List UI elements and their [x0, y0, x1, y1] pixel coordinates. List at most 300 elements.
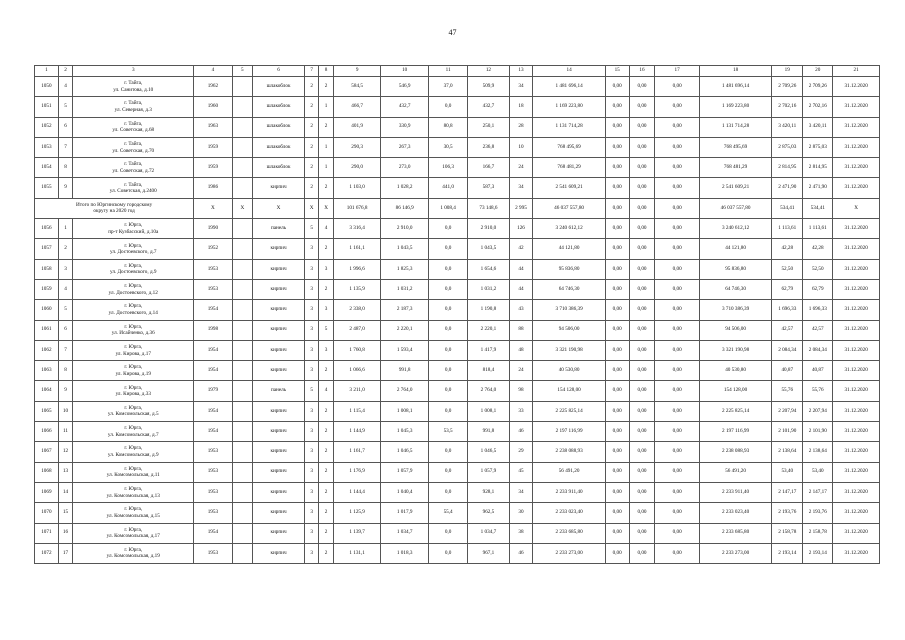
total-label-line-2: округу на 2020 год — [93, 208, 135, 215]
address-street: ул. Комсомольская, д.13 — [106, 492, 160, 499]
cell-col-20: 62,79 — [803, 279, 833, 299]
cell-col-20: 1 696,33 — [803, 300, 833, 320]
column-header: 20 — [803, 66, 833, 77]
cell-col-8: 2 — [319, 401, 333, 421]
cell-record-number: 1068 — [35, 462, 59, 482]
cell-col-15: 0,00 — [605, 300, 629, 320]
address-street: ул. Советская, д.68 — [112, 127, 155, 134]
cell-col-20: 2 193,14 — [803, 543, 833, 563]
address-city: г. Юрга, — [124, 526, 143, 533]
cell-col-9: 2 487,0 — [333, 320, 381, 340]
cell-col-21: 31.12.2020 — [833, 381, 880, 401]
cell-address — [73, 381, 194, 401]
cell-col-21: 31.12.2020 — [833, 97, 880, 117]
address-city: г. Юрга, — [124, 222, 143, 229]
cell-col-13: 24 — [509, 158, 533, 178]
cell-col-10: 273,0 — [381, 158, 429, 178]
cell-col-21: 31.12.2020 — [833, 77, 880, 97]
cell-ordinal: 3 — [58, 259, 72, 279]
column-header: 19 — [772, 66, 803, 77]
cell-col-8: 2 — [319, 239, 333, 259]
table-row — [35, 259, 880, 279]
cell-col-16: 0,00 — [629, 503, 655, 523]
cell-col-17: 0,00 — [655, 300, 699, 320]
cell-col-13: 28 — [509, 117, 533, 137]
cell-col-15: 0,00 — [605, 381, 629, 401]
cell-col-7: 3 — [304, 543, 318, 563]
cell-col-15: 0,00 — [605, 482, 629, 502]
cell-col-4: 1962 — [194, 77, 232, 97]
cell-ordinal: 7 — [58, 340, 72, 360]
cell-col-11: 53,5 — [428, 422, 467, 442]
cell-col-8: 2 — [319, 523, 333, 543]
column-header: 2 — [58, 66, 72, 77]
cell-col-6: кирпич — [253, 422, 305, 442]
cell-col-20: 2 158,78 — [803, 523, 833, 543]
cell-ordinal: 4 — [58, 77, 72, 97]
column-header: 11 — [428, 66, 467, 77]
cell-col-18: 1 131 714,28 — [699, 117, 771, 137]
cell-col-7: 5 — [304, 381, 318, 401]
cell-col-8: 2 — [319, 178, 333, 198]
cell-ordinal: 12 — [58, 442, 72, 462]
address-city: г. Тайга, — [124, 120, 143, 127]
cell-col-5 — [232, 543, 253, 563]
cell-col-14: 2 197 116,99 — [533, 422, 605, 442]
cell-col-15: 0,00 — [605, 97, 629, 117]
column-header: 14 — [533, 66, 605, 77]
cell-record-number: 1062 — [35, 340, 59, 360]
cell-col-20: 42,57 — [803, 320, 833, 340]
cell-col-20: 2 471,90 — [803, 178, 833, 198]
cell-col-19: 3 420,11 — [772, 117, 803, 137]
table-row — [35, 97, 880, 117]
cell-ordinal: 14 — [58, 482, 72, 502]
cell-col-17: 0,00 — [655, 259, 699, 279]
cell-col-14: 2 233 685,80 — [533, 523, 605, 543]
address-city: г. Тайга, — [124, 181, 143, 188]
cell-col-13: 45 — [509, 462, 533, 482]
cell-col-7: 3 — [304, 340, 318, 360]
cell-col-11: 441,0 — [428, 178, 467, 198]
address-city: г. Юрга, — [124, 546, 143, 553]
address-street: ул. Советская, д.2400 — [109, 188, 157, 195]
cell-col-20: 2 193,76 — [803, 503, 833, 523]
cell-col-10: 1 028,2 — [381, 178, 429, 198]
cell-col-19: 42,28 — [772, 239, 803, 259]
cell-col-20: 1 113,61 — [803, 219, 833, 239]
cell-col-11: 30,5 — [428, 137, 467, 157]
cell-address — [73, 482, 194, 502]
cell-col-17: 0,00 — [655, 117, 699, 137]
cell-col-11: 0,0 — [428, 97, 467, 117]
cell-col-5 — [232, 523, 253, 543]
cell-col-18: 2 225 825,14 — [699, 401, 771, 421]
cell-col-14: 3 240 612,12 — [533, 219, 605, 239]
cell-col-13: 33 — [509, 401, 533, 421]
cell-col-11: 0,0 — [428, 523, 467, 543]
address-city: г. Юрга, — [124, 445, 143, 452]
cell-col-19: 2 193,76 — [772, 503, 803, 523]
cell-ordinal: 17 — [58, 543, 72, 563]
cell-col-17: 0,00 — [655, 97, 699, 117]
cell-col-17: 0,00 — [655, 219, 699, 239]
table-body — [35, 77, 880, 564]
cell-col-9: 1 176,9 — [333, 462, 381, 482]
cell-ordinal: 11 — [58, 422, 72, 442]
cell-col-6: кирпич — [253, 300, 305, 320]
cell-address — [73, 279, 194, 299]
cell-col-9: 1 066,6 — [333, 361, 381, 381]
cell-record-number: 1067 — [35, 442, 59, 462]
cell-col-4: 1953 — [194, 259, 232, 279]
cell-ordinal: 5 — [58, 300, 72, 320]
cell-col-12: 967,1 — [468, 543, 509, 563]
address-city: г. Юрга, — [124, 283, 143, 290]
cell-col-13: 38 — [509, 523, 533, 543]
address-street: ул. Комсомольская, д.17 — [106, 533, 160, 540]
cell-record-number: 1058 — [35, 259, 59, 279]
cell-col-12: 432,7 — [468, 97, 509, 117]
cell-col-7: 3 — [304, 401, 318, 421]
address-city: г. Юрга, — [124, 242, 143, 249]
cell-address — [73, 77, 194, 97]
cell-col-10: 2 220,1 — [381, 320, 429, 340]
cell-record-number: 1065 — [35, 401, 59, 421]
cell-col-10: 1 031,2 — [381, 279, 429, 299]
cell-col-12: 250,1 — [468, 117, 509, 137]
cell-record-number: 1056 — [35, 219, 59, 239]
cell-col-15: 0,00 — [605, 442, 629, 462]
cell-col-9: 101 676,8 — [333, 198, 381, 218]
cell-col-9: 584,5 — [333, 77, 381, 97]
cell-col-14: 768 481,29 — [533, 158, 605, 178]
cell-col-12: 2 764,0 — [468, 381, 509, 401]
cell-col-19: 2 814,95 — [772, 158, 803, 178]
table-row — [35, 77, 880, 97]
cell-col-15: 0,00 — [605, 340, 629, 360]
cell-col-17: 0,00 — [655, 381, 699, 401]
cell-col-8: 4 — [319, 381, 333, 401]
cell-address — [73, 259, 194, 279]
table-row — [35, 117, 880, 137]
cell-col-12: 1 057,9 — [468, 462, 509, 482]
column-header: 13 — [509, 66, 533, 77]
table-row — [35, 462, 880, 482]
cell-col-11: 80,8 — [428, 117, 467, 137]
cell-col-18: 40 530,80 — [699, 361, 771, 381]
cell-col-17: 0,00 — [655, 77, 699, 97]
cell-address — [73, 401, 194, 421]
address-street: ул. Достоевского, д.7 — [109, 249, 157, 256]
cell-record-number: 1052 — [35, 117, 59, 137]
cell-col-20: 2 207,94 — [803, 401, 833, 421]
cell-col-4: 1979 — [194, 381, 232, 401]
cell-col-4: 1959 — [194, 158, 232, 178]
cell-col-16: 0,00 — [629, 97, 655, 117]
cell-col-7: 3 — [304, 482, 318, 502]
cell-col-5 — [232, 259, 253, 279]
cell-address — [73, 158, 194, 178]
cell-col-19: 2 193,14 — [772, 543, 803, 563]
cell-col-21: 31.12.2020 — [833, 137, 880, 157]
cell-col-21: 31.12.2020 — [833, 320, 880, 340]
cell-col-5 — [232, 158, 253, 178]
cell-col-9: 1 103,0 — [333, 178, 381, 198]
cell-col-13: 42 — [509, 239, 533, 259]
cell-ordinal: 10 — [58, 401, 72, 421]
cell-col-4: 1986 — [194, 178, 232, 198]
cell-col-16: 0,00 — [629, 300, 655, 320]
cell-col-17: 0,00 — [655, 198, 699, 218]
cell-col-12: 928,1 — [468, 482, 509, 502]
cell-col-11: 37,0 — [428, 77, 467, 97]
address-city: г. Юрга, — [124, 384, 143, 391]
column-header: 3 — [73, 66, 194, 77]
cell-address — [73, 239, 194, 259]
cell-col-11: 0,0 — [428, 482, 467, 502]
cell-address — [73, 523, 194, 543]
cell-col-13: 34 — [509, 178, 533, 198]
cell-col-6: кирпич — [253, 442, 305, 462]
table-header-row — [35, 66, 880, 77]
address-city: г. Тайга, — [124, 80, 143, 87]
column-header: 8 — [319, 66, 333, 77]
cell-col-12: 1 190,8 — [468, 300, 509, 320]
cell-col-17: 0,00 — [655, 523, 699, 543]
cell-col-6: X — [253, 198, 305, 218]
cell-col-16: 0,00 — [629, 462, 655, 482]
cell-col-11: 0,0 — [428, 340, 467, 360]
cell-col-14: 46 037 557,80 — [533, 198, 605, 218]
cell-col-8: 2 — [319, 482, 333, 502]
cell-col-13: 18 — [509, 97, 533, 117]
cell-col-5 — [232, 462, 253, 482]
cell-col-7: 3 — [304, 259, 318, 279]
column-header: 17 — [655, 66, 699, 77]
cell-col-16: 0,00 — [629, 543, 655, 563]
cell-col-16: 0,00 — [629, 422, 655, 442]
cell-col-18: 768 481,29 — [699, 158, 771, 178]
cell-col-21: 31.12.2020 — [833, 117, 880, 137]
cell-col-17: 0,00 — [655, 158, 699, 178]
cell-ordinal: 16 — [58, 523, 72, 543]
cell-col-16: 0,00 — [629, 117, 655, 137]
cell-col-13: 46 — [509, 422, 533, 442]
cell-col-9: 1 144,9 — [333, 422, 381, 442]
cell-col-20: 2 814,95 — [803, 158, 833, 178]
cell-col-21: 31.12.2020 — [833, 300, 880, 320]
address-city: г. Юрга, — [124, 364, 143, 371]
cell-col-20: 55,76 — [803, 381, 833, 401]
cell-col-15: 0,00 — [605, 137, 629, 157]
cell-col-9: 1 135,9 — [333, 279, 381, 299]
cell-col-17: 0,00 — [655, 340, 699, 360]
address-street: ул. Санитова, д.10 — [113, 86, 154, 93]
cell-col-14: 1 481 696,14 — [533, 77, 605, 97]
cell-address — [73, 462, 194, 482]
cell-record-number: 1064 — [35, 381, 59, 401]
cell-col-20: 2 138,64 — [803, 442, 833, 462]
cell-address — [73, 300, 194, 320]
cell-col-19: 1 113,61 — [772, 219, 803, 239]
column-header: 4 — [194, 66, 232, 77]
cell-col-9: 1 125,9 — [333, 503, 381, 523]
cell-col-12: 236,8 — [468, 137, 509, 157]
cell-col-4: 1954 — [194, 300, 232, 320]
cell-record-number: 1050 — [35, 77, 59, 97]
cell-address — [73, 543, 194, 563]
cell-col-19: 2 138,64 — [772, 442, 803, 462]
cell-col-4: 1953 — [194, 543, 232, 563]
cell-col-6: кирпич — [253, 503, 305, 523]
cell-col-14: 95 836,80 — [533, 259, 605, 279]
cell-col-16: 0,00 — [629, 219, 655, 239]
cell-address — [73, 422, 194, 442]
address-street: ул. Комсомольская, д.5 — [107, 411, 159, 418]
cell-col-17: 0,00 — [655, 239, 699, 259]
cell-col-4: 1963 — [194, 117, 232, 137]
cell-col-11: 0,0 — [428, 219, 467, 239]
cell-col-17: 0,00 — [655, 178, 699, 198]
cell-address — [73, 442, 194, 462]
cell-col-13: 44 — [509, 259, 533, 279]
cell-col-9: 1 161,1 — [333, 239, 381, 259]
address-city: г. Юрга, — [124, 425, 143, 432]
cell-col-17: 0,00 — [655, 401, 699, 421]
table-row — [35, 178, 880, 198]
column-header: 1 — [35, 66, 59, 77]
cell-col-8: 1 — [319, 137, 333, 157]
cell-col-6: шлакоблок — [253, 77, 305, 97]
table-row — [35, 442, 880, 462]
address-street: ул. Достоевского, д.9 — [109, 269, 157, 276]
cell-col-6: кирпич — [253, 340, 305, 360]
cell-col-12: 1 046,5 — [468, 442, 509, 462]
address-city: г. Юрга, — [124, 404, 143, 411]
cell-col-9: 401,9 — [333, 117, 381, 137]
cell-col-21: 31.12.2020 — [833, 543, 880, 563]
cell-col-6: кирпич — [253, 361, 305, 381]
cell-col-12: 587,3 — [468, 178, 509, 198]
cell-col-6: шлакоблок — [253, 158, 305, 178]
cell-ordinal: 8 — [58, 158, 72, 178]
cell-col-7: 2 — [304, 97, 318, 117]
cell-col-14: 3 321 190,98 — [533, 340, 605, 360]
cell-col-19: 40,87 — [772, 361, 803, 381]
cell-col-10: 1 057,9 — [381, 462, 429, 482]
cell-record-number: 1054 — [35, 158, 59, 178]
cell-col-10: 1 046,5 — [381, 442, 429, 462]
cell-col-8: 2 — [319, 77, 333, 97]
cell-col-16: 0,00 — [629, 158, 655, 178]
cell-col-13: 29 — [509, 442, 533, 462]
cell-record-number: 1057 — [35, 239, 59, 259]
column-header: 6 — [253, 66, 305, 77]
cell-col-18: 3 710 386,39 — [699, 300, 771, 320]
address-street: ул. Комсомольская, д.15 — [106, 512, 160, 519]
cell-col-8: 2 — [319, 279, 333, 299]
cell-col-19: 2 875,03 — [772, 137, 803, 157]
cell-ordinal: 2 — [58, 239, 72, 259]
cell-col-21: 31.12.2020 — [833, 239, 880, 259]
cell-col-9: 1 996,6 — [333, 259, 381, 279]
cell-col-6: кирпич — [253, 401, 305, 421]
cell-col-16: 0,00 — [629, 340, 655, 360]
table-row — [35, 137, 880, 157]
cell-col-19: 42,57 — [772, 320, 803, 340]
cell-col-19: 2 207,94 — [772, 401, 803, 421]
cell-col-19: 2 709,26 — [772, 77, 803, 97]
cell-col-10: 1 008,1 — [381, 401, 429, 421]
cell-col-11: 106,3 — [428, 158, 467, 178]
cell-col-8: 2 — [319, 503, 333, 523]
cell-col-18: 1 481 696,14 — [699, 77, 771, 97]
total-label — [35, 198, 194, 218]
cell-col-9: 466,7 — [333, 97, 381, 117]
cell-address — [73, 178, 194, 198]
table-row — [35, 219, 880, 239]
cell-record-number: 1061 — [35, 320, 59, 340]
cell-col-19: 2 084,34 — [772, 340, 803, 360]
cell-col-4: 1990 — [194, 219, 232, 239]
cell-col-12: 1 654,6 — [468, 259, 509, 279]
table-row — [35, 361, 880, 381]
cell-col-12: 1 043,5 — [468, 239, 509, 259]
cell-col-16: 0,00 — [629, 239, 655, 259]
cell-col-18: 94 506,00 — [699, 320, 771, 340]
cell-col-20: 2 084,34 — [803, 340, 833, 360]
cell-col-19: 55,76 — [772, 381, 803, 401]
cell-col-15: 0,00 — [605, 219, 629, 239]
cell-col-12: 991,8 — [468, 422, 509, 442]
cell-col-9: 290,3 — [333, 137, 381, 157]
cell-col-16: 0,00 — [629, 259, 655, 279]
cell-col-5 — [232, 401, 253, 421]
cell-address — [73, 97, 194, 117]
table-row — [35, 158, 880, 178]
cell-col-19: 2 471,90 — [772, 178, 803, 198]
table-row — [35, 503, 880, 523]
cell-col-7: 2 — [304, 158, 318, 178]
cell-col-4: 1954 — [194, 361, 232, 381]
cell-col-8: 2 — [319, 442, 333, 462]
cell-col-15: 0,00 — [605, 158, 629, 178]
cell-ordinal: 4 — [58, 279, 72, 299]
cell-col-8: 1 — [319, 158, 333, 178]
cell-col-6: шлакоблок — [253, 137, 305, 157]
cell-col-16: 0,00 — [629, 320, 655, 340]
cell-col-8: 3 — [319, 259, 333, 279]
cell-col-6: кирпич — [253, 239, 305, 259]
cell-col-10: 330,9 — [381, 117, 429, 137]
address-street: ул. Северная, д.3 — [114, 106, 152, 113]
cell-col-19: 2 702,16 — [772, 97, 803, 117]
cell-col-18: 95 836,80 — [699, 259, 771, 279]
cell-col-5 — [232, 219, 253, 239]
cell-ordinal: 6 — [58, 117, 72, 137]
cell-col-19: 62,79 — [772, 279, 803, 299]
cell-record-number: 1060 — [35, 300, 59, 320]
cell-col-20: 2 709,26 — [803, 77, 833, 97]
address-city: г. Юрга, — [124, 303, 143, 310]
cell-col-6: шлакоблок — [253, 117, 305, 137]
cell-col-11: 55,4 — [428, 503, 467, 523]
cell-col-12: 1 031,2 — [468, 279, 509, 299]
address-street: ул. Советская, д.72 — [112, 167, 155, 174]
cell-col-17: 0,00 — [655, 137, 699, 157]
cell-col-11: 0,0 — [428, 259, 467, 279]
